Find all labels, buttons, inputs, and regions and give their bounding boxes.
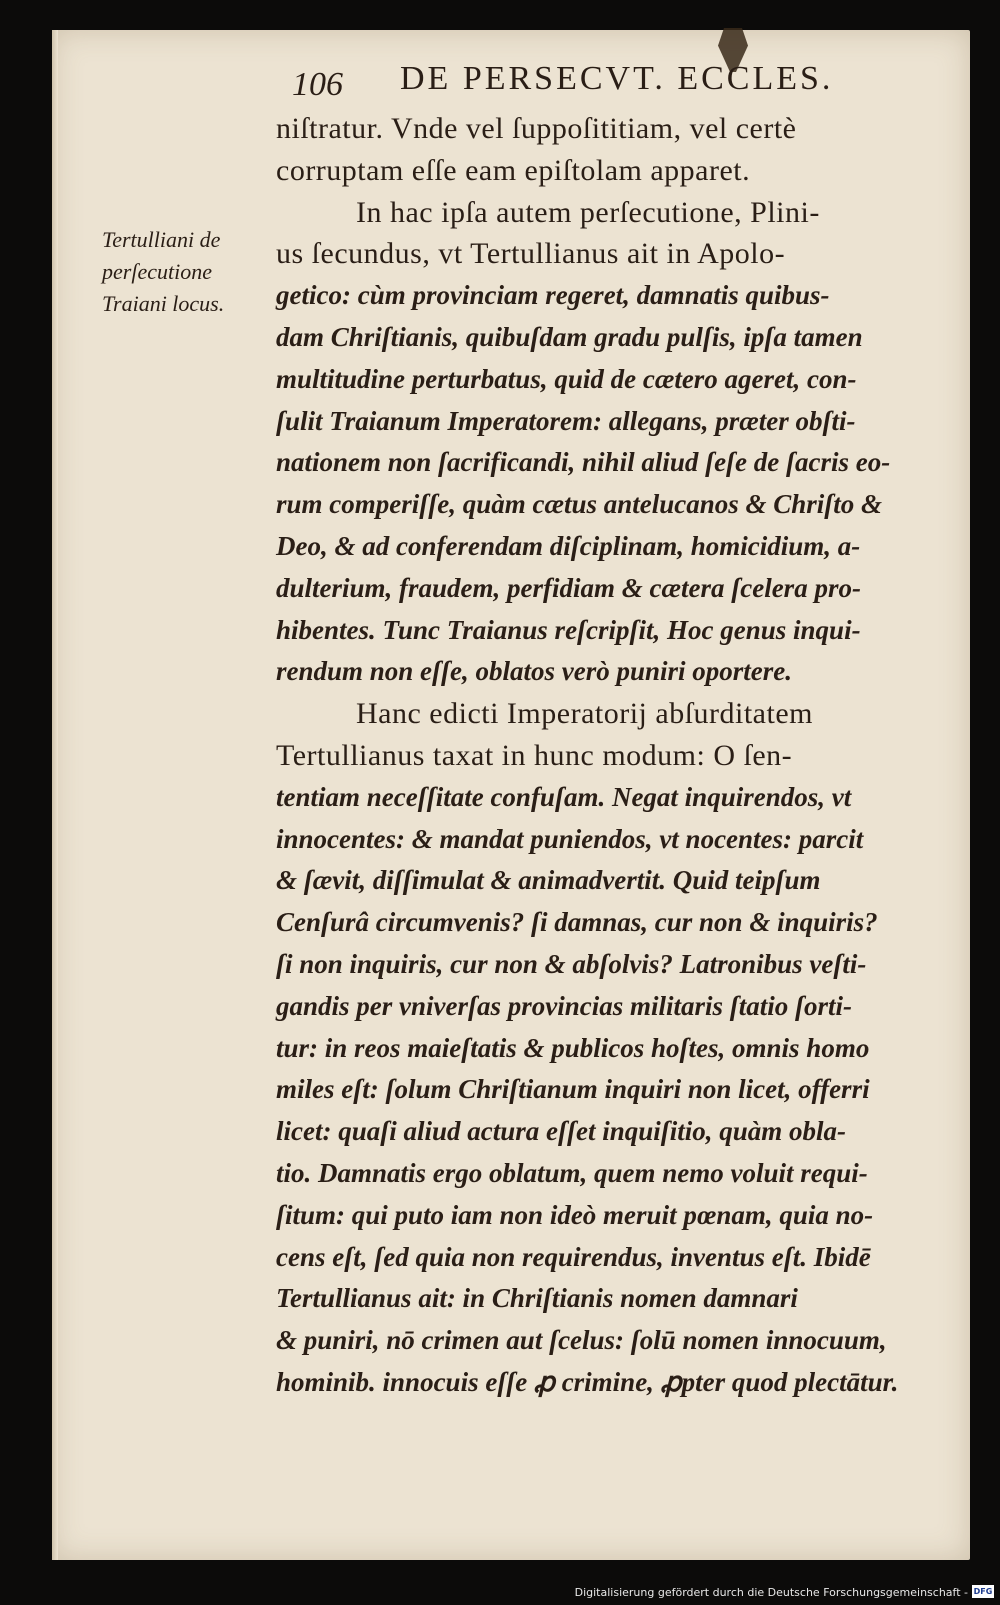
text-line: & ſævit, diſſimulat & animadvertit. Quid teipſum [276,865,821,896]
text-line: gandis per vniverſas provincias militaris ſtatio ſorti- [276,990,853,1021]
marginal-note-line: Traiani locus. [102,291,225,316]
text-line: dulterium, fraudem, perfidiam & cætera ſcelera pro- [276,572,861,603]
text-line: Hanc edicti Imperatorij abſurditatem [356,697,813,731]
text-line: hominib. innocuis eſſe ꝓ crimine, ꝓpter quod plectātur. [276,1366,899,1397]
text-line: nationem non ſacrificandi, nihil aliud ſeſe de ſacris eo- [276,447,891,478]
page-gutter-shadow [52,30,58,1560]
digitization-credit: Digitalisierung gefördert durch die Deutsche Forschungsgemeinschaft - [574,1586,968,1599]
text-line: In hac ipſa autem perſecutione, Plini- [356,195,820,229]
text-line: licet: quaſi aliud actura eſſet inquiſitio, quàm obla- [276,1116,846,1147]
marginal-note [102,224,272,320]
text-line: Cenſurâ circumvenis? ſi damnas, cur non & inquiris? [276,907,878,938]
text-line: & puniri, nō crimen aut ſcelus: ſolū nomen innocuum, [276,1325,887,1356]
text-line: tur: in reos maieſtatis & publicos hoſtes, omnis homo [276,1032,870,1063]
text-line: rum comperiſſe, quàm cætus antelucanos & Chriſto & [276,489,883,520]
text-line: Tertullianus taxat in hunc modum: O ſen- [276,738,793,772]
text-line: multitudine perturbatus, quid de cætero ageret, con- [276,363,857,394]
text-line: niſtratur. Vnde vel ſuppoſititiam, vel certè [276,112,797,145]
text-line: tentiam neceſſitate confuſam. Negat inquirendos, vt [276,781,852,812]
text-line: ſulit Traianum Imperatorem: allegans, præter obſti- [276,405,856,436]
marginal-note-line: Tertulliani de [102,227,221,252]
text-line: innocentes: & mandat puniendos, vt nocentes: parcit [276,823,864,854]
text-line: us ſecundus, vt Tertullianus ait in Apolo- [276,237,786,271]
page-number: 106 [292,66,343,103]
running-head: DE PERSECVT. ECCLES. [400,60,834,97]
text-line: corruptam eſſe eam epiſtolam apparet. [276,153,751,187]
marginal-note-line: perſecutione [102,259,212,284]
text-line: miles eſt: ſolum Chriſtianum inquiri non licet, offerri [276,1074,870,1105]
text-line: getico: cùm provinciam regeret, damnatis quibus- [276,280,830,311]
text-line: hibentes. Tunc Traianus reſcripſit, Hoc genus inqui- [276,614,861,645]
text-line: rendum non eſſe, oblatos verò puniri oportere. [276,656,793,687]
text-line: ſi non inquiris, cur non & abſolvis? Latronibus veſti- [276,948,867,979]
text-line: Deo, & ad conferendam diſciplinam, homicidium, a- [276,530,861,561]
dfg-logo: DFG [973,1587,993,1596]
text-line: ſitum: qui puto iam non ideò meruit pœnam, quia no- [276,1199,874,1230]
text-line: tio. Damnatis ergo oblatum, quem nemo voluit requi- [276,1157,868,1188]
text-line: Tertullianus ait: in Chriſtianis nomen damnari [276,1283,798,1314]
text-line: dam Chriſtianis, quibuſdam gradu pulſis, ipſa tamen [276,321,863,352]
text-line: cens eſt, ſed quia non requirendus, inventus eſt. Ibidē [276,1241,871,1272]
body-text [276,108,966,1404]
